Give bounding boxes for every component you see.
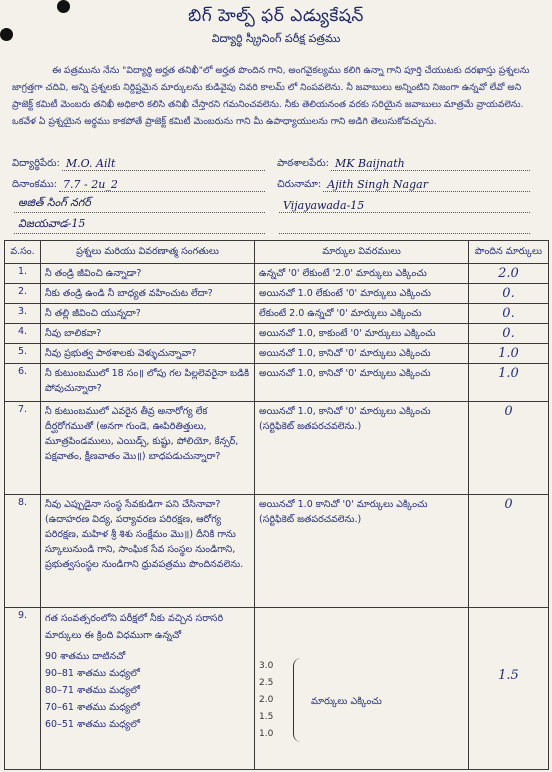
address-value-2: Vijayawada-15	[279, 199, 530, 213]
band-mark-1: 3.0	[259, 661, 274, 671]
table-row	[5, 304, 549, 324]
row-serial: 3.	[5, 304, 41, 324]
row-marks[interactable]: 2.0	[469, 264, 549, 284]
instructions-paragraph: ఈ పత్రమును నేను "విద్యార్థి అర్హత తనిఖీ"లో అర్హత పొందిన గాని, అంగవైకల్యము కలిగి ఉన్నా గాని పూర్తి చేయుటకు దరఖాస్తు ప్రశ్నలను జాగ్రత్తగా చదివి, అన్ని ప్రశ్నలకు నిర్దిష్టమైన మార్కులను కుడివైపు చివరి కాలమ్ లో నింపవలెను. నీ జవాబులు అన్నింటిని నిజంగా ఉన్నవో లేవో అని ప్రాజెక్ట్ కమిటీ మెంబరు తనిఖీ అధికారి కలిసి తనిఖీ చేస్తారని గమనించవలెను. నీకు తెలియనంత వరకు సరియైన జవాబులు మాత్రమే వ్రాయవలెను. ఒకవేళ ఏ ప్రశ్నయైన అర్థము కాకపోతే ప్రాజెక్ట్ కమిటీ మెంబరును గాని మీ ఉపాధ్యాయులను గాని అడిగి తెలుసుకోవచ్చును.	[12, 65, 530, 127]
table-row	[5, 344, 549, 364]
band-mark-5: 1.0	[259, 729, 274, 739]
school-name-label: పాఠశాలపేరు:	[277, 158, 330, 169]
school-name-value: MK Baijnath	[331, 157, 530, 171]
row-question: నీ తల్లి జీవించి యున్నదా?	[41, 304, 255, 324]
row-marks[interactable]: 1.5	[469, 608, 549, 770]
extra-field[interactable]	[12, 196, 265, 213]
col-header-serial: వ.సం.	[5, 241, 41, 264]
address-line-3[interactable]	[277, 233, 530, 234]
band-mark-2: 2.5	[259, 678, 274, 688]
row-serial: 6.	[5, 364, 41, 402]
address-value-3	[279, 233, 530, 234]
row-marks[interactable]: 0	[469, 402, 549, 495]
row-criteria: అయినచో 1.0, కాకుంటే '0' మార్కులు ఎక్కించు	[255, 324, 469, 344]
band-mark-4: 1.5	[259, 712, 274, 722]
row-marks[interactable]: 0.	[469, 324, 549, 344]
score-band-3: 80–71 శాతము మధ్యలో	[45, 685, 140, 696]
brace-icon	[293, 658, 304, 742]
student-name-field[interactable]	[12, 157, 265, 171]
row-marks[interactable]: 0	[469, 495, 549, 608]
row-question: నీకు తండ్రి ఉండి నీ బాధ్యత వహించుట లేదా?	[41, 284, 255, 304]
row-criteria: లేకుంటే 2.0 ఉన్నచో '0' మార్కులు ఎక్కించు	[255, 304, 469, 324]
extra-value-1: అజిత్ సింగ్ నగర్	[14, 196, 265, 213]
date-value: 7.7 - 2u_2	[59, 178, 265, 192]
extra-field-2[interactable]	[12, 217, 265, 234]
row-serial: 5.	[5, 344, 41, 364]
score-band-5: 60–51 శాతము మధ్యలో	[45, 719, 140, 730]
row-criteria: అయినచో 1.0 లేకుంటే '0' మార్కులు ఎక్కించు	[255, 284, 469, 304]
date-label: దినాంకము:	[12, 179, 58, 190]
row-question: నీవు ఎప్పుడైనా సంస్థ సేవకుడిగా పని చేసినావా? (ఉదాహరణ విద్య, పర్యావరణ పరిరక్షణ, ఆరోగ్య పరిరక్షణ, మహిళ శ్రీ శిశు సంక్షేమం మొ॥) దీనికి గాను స్కూలునుండి గాని, సాంఘిక సేవ సంస్థల నుండిగాని, ప్రభుత్వసంస్థల నుండిగాని ధ్రువపత్రము పొందినవలెను.	[41, 495, 255, 608]
address-value-1: Ajith Singh Nagar	[323, 178, 530, 192]
table-row	[5, 264, 549, 284]
row-question: నీ కుటుంబములో ఎవరైన తీవ్ర అనారోగ్య లేక దీర్ఘరోగముతో (అనగా గుండె, ఊపిరితిత్తులు, మూత్రపిండములు, ఎయిడ్స్, కుష్టు, పోలియో, కేన్సర్, పక్షవాతం, క్షీణవాతం మొ॥) బాధపడుచున్నారా?	[41, 402, 255, 495]
row-question: నీ కుటుంబములో 18 సం॥ లోపు గల పిల్లలెవరైనా బడికి పోవుచున్నారా?	[41, 364, 255, 402]
band-criteria-text: మార్కులు ఎక్కించు	[311, 696, 382, 707]
row-criteria: అయినచో 1.0, కానిచో '0' మార్కులు ఎక్కించు (సర్టిఫికెట్ జతపరచవలెను.)	[255, 402, 469, 495]
date-field[interactable]	[12, 178, 265, 192]
row-marks[interactable]: 1.0	[469, 344, 549, 364]
student-name-label: విద్యార్థిపేరు:	[12, 158, 60, 169]
row-criteria	[255, 608, 469, 770]
row-marks[interactable]: 0.	[469, 284, 549, 304]
score-band-1: 90 శాతము దాటినచో	[45, 651, 126, 662]
address-field[interactable]	[277, 178, 530, 192]
table-row	[5, 402, 549, 495]
row-question: నీవు ప్రభుత్వ పాఠశాలకు వెళ్ళుచున్నావా?	[41, 344, 255, 364]
row-serial: 4.	[5, 324, 41, 344]
extra-value-2: విజయవాడ-15	[14, 217, 265, 234]
table-row	[5, 324, 549, 344]
row-serial: 2.	[5, 284, 41, 304]
row-criteria: ఉన్నచో '0' లేకుంటే '2.0' మార్కులు ఎక్కించు	[255, 264, 469, 284]
col-header-marking: మార్కుల వివరములు	[255, 241, 469, 264]
table-row	[5, 495, 549, 608]
table-header-row	[5, 241, 549, 264]
row-criteria: అయినచో 1.0, కానిచో '0' మార్కులు ఎక్కించు	[255, 364, 469, 402]
assessment-table	[4, 240, 549, 770]
row-question	[41, 608, 255, 770]
row-marks[interactable]: 1.0	[469, 364, 549, 402]
address-line-2[interactable]	[277, 199, 530, 213]
band-mark-3: 2.0	[259, 695, 274, 705]
details-fields	[12, 150, 542, 234]
student-name-value: M.O. Ailt	[62, 157, 265, 171]
address-label: చిరునామా:	[277, 179, 322, 190]
page-title: బిగ్ హెల్ప్ ఫర్ ఎడ్యుకేషన్	[188, 6, 364, 26]
col-header-marks: పొందిన మార్కులు	[469, 241, 549, 264]
row-criteria: అయినచో 1.0, కానిచో '0' మార్కులు ఎక్కించు	[255, 344, 469, 364]
score-band-4: 70–61 శాతము మధ్యలో	[45, 702, 140, 713]
table-row	[5, 608, 549, 770]
score-band-2: 90–81 శాతము మధ్యలో	[45, 668, 140, 679]
col-header-questions: ప్రశ్నలు మరియు వివరణాత్మ సంగతులు	[41, 241, 255, 264]
row-question-text: గత సంవత్సరంలోని పరీక్షలో నీకు వచ్చిన సరాసరి మార్కులు ఈ క్రింది విధముగా ఉన్నచో	[45, 613, 224, 641]
row-question: నీవు బాలికవా?	[41, 324, 255, 344]
school-name-field[interactable]	[277, 157, 530, 171]
row-criteria: అయినచో 1.0 కానిచో '0' మార్కులు ఎక్కించు (సర్టిఫికెట్ జతపరచవలెను.)	[255, 495, 469, 608]
table-row	[5, 364, 549, 402]
page-subtitle: విద్యార్థి స్క్రీనింగ్ పరీక్ష పత్రము	[211, 32, 341, 45]
row-marks[interactable]: 0.	[469, 304, 549, 324]
table-row	[5, 284, 549, 304]
row-serial: 9.	[5, 608, 41, 770]
row-serial: 1.	[5, 264, 41, 284]
row-serial: 7.	[5, 402, 41, 495]
row-serial: 8.	[5, 495, 41, 608]
row-question: నీ తండ్రి జీవించి ఉన్నాడా?	[41, 264, 255, 284]
